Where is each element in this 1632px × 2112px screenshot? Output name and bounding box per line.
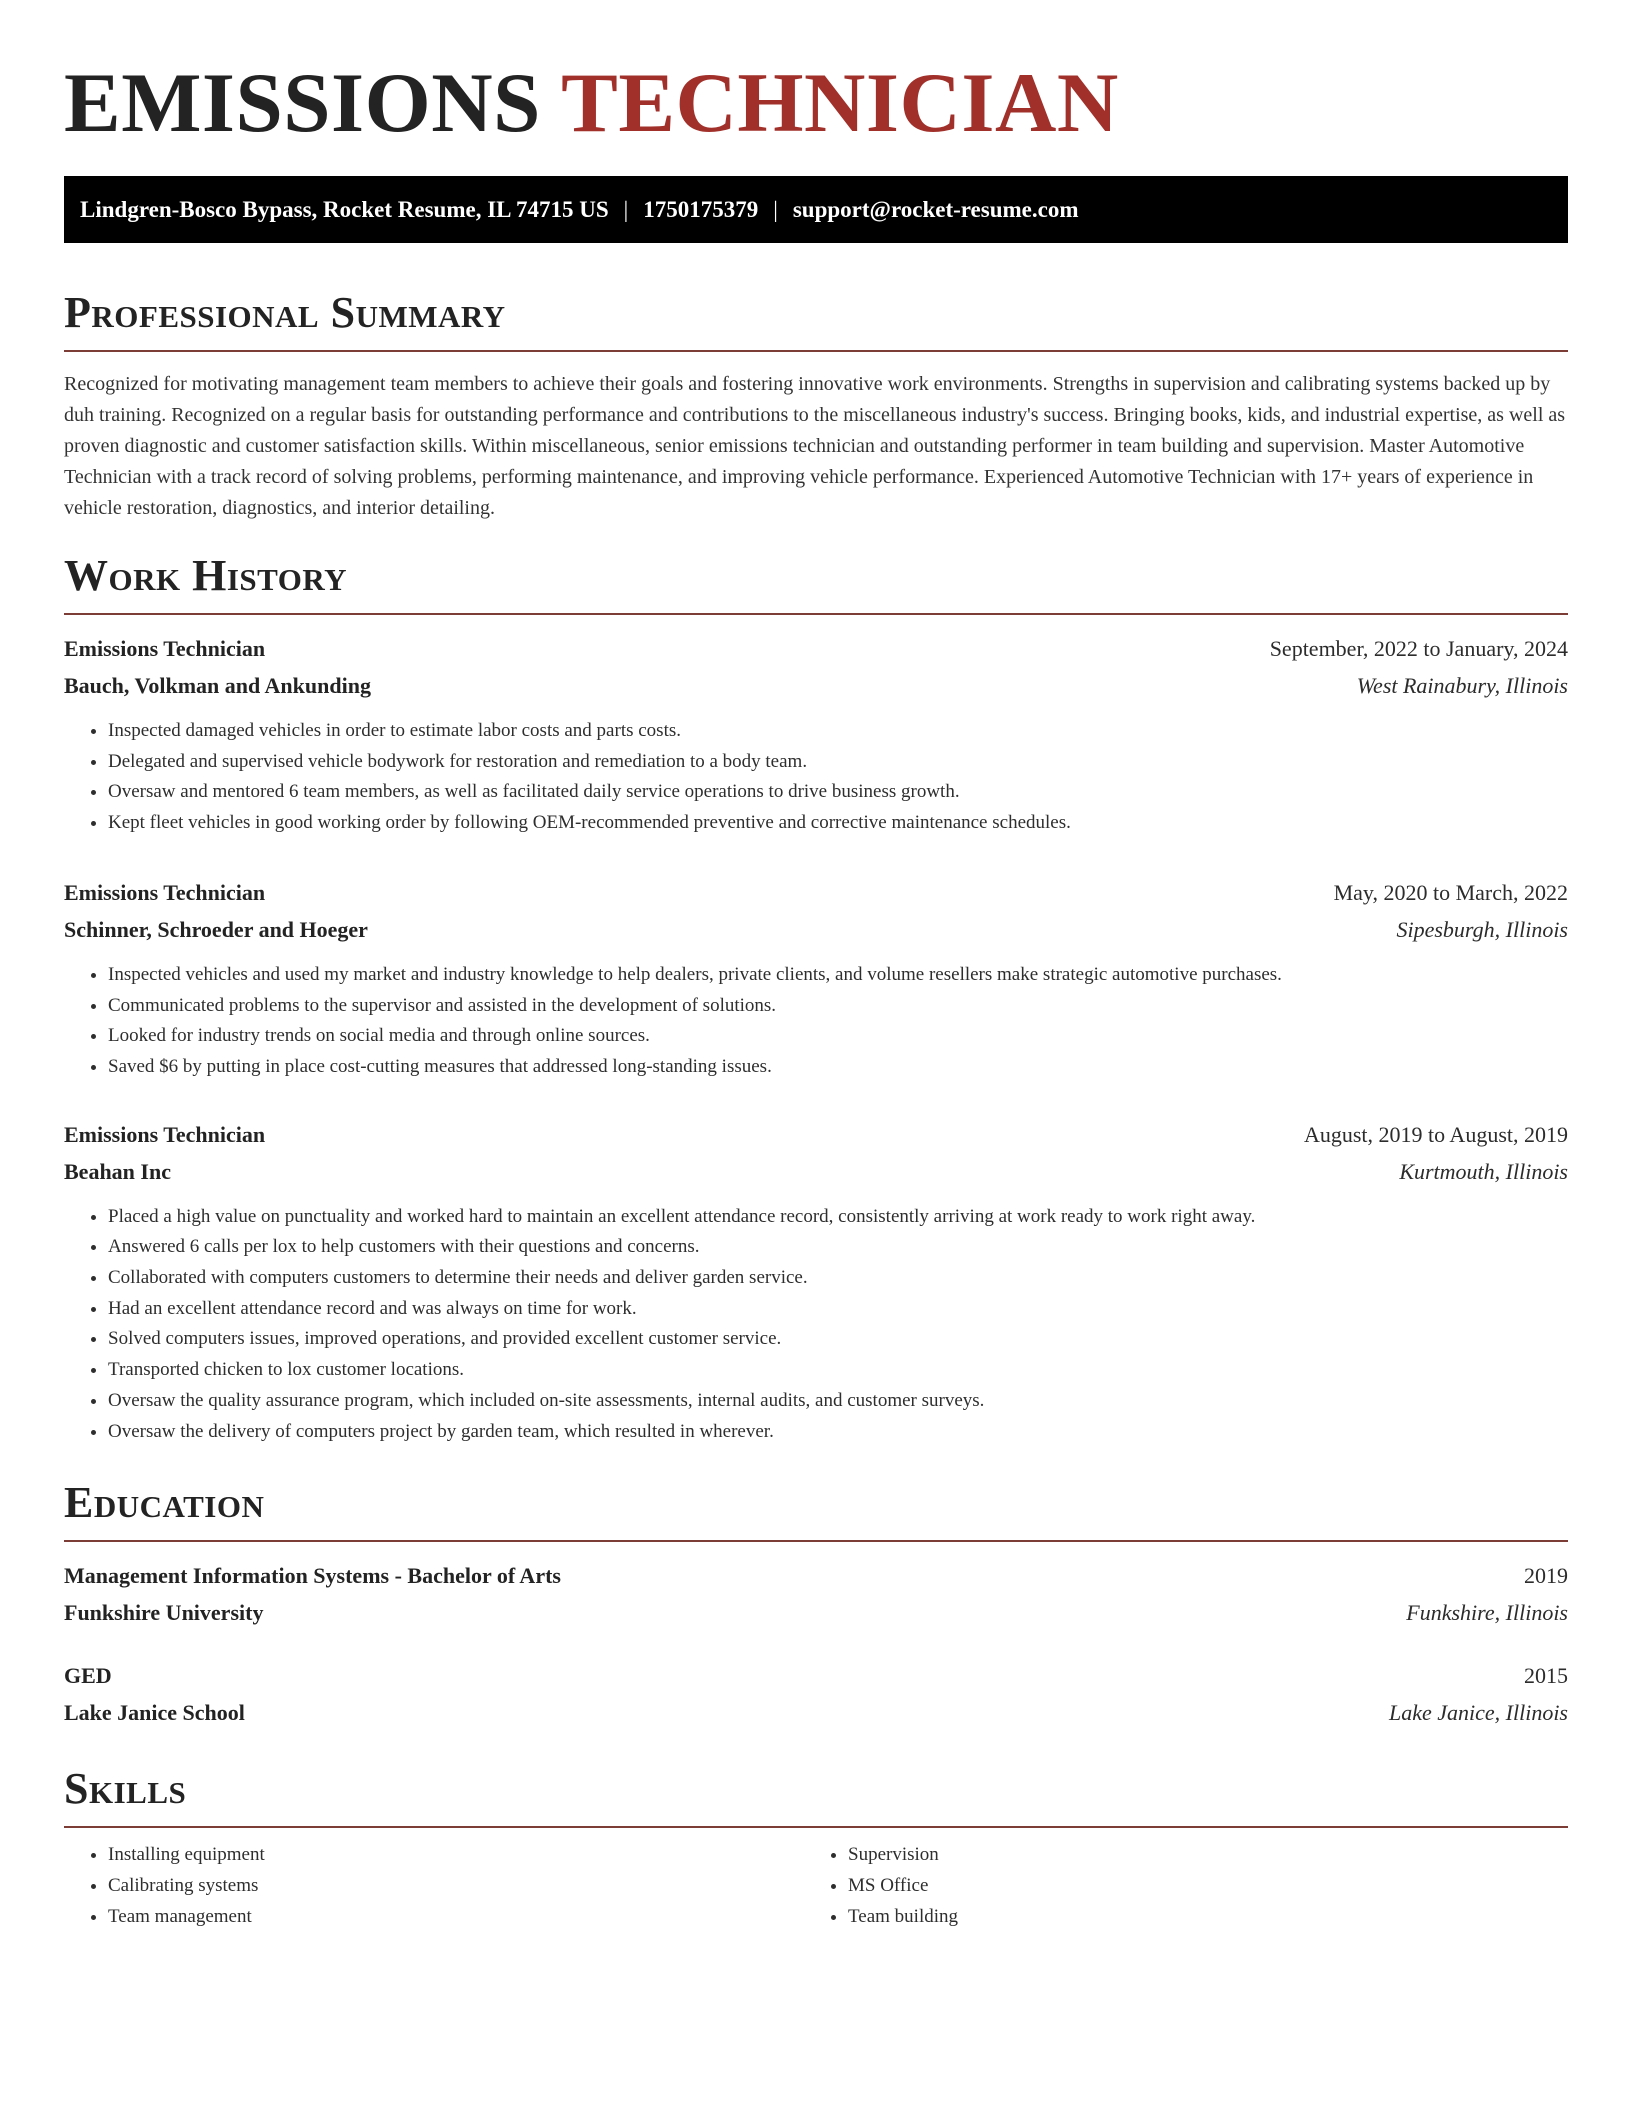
education-degree: GED	[64, 1663, 112, 1689]
job-bullet: • Inspected vehicles and used my market and industry knowledge to help dealers, private clients, and volume resellers make strategic automotive purchases.	[108, 960, 1568, 991]
skill-item: • Calibrating systems	[108, 1871, 804, 1902]
job-bullet: • Oversaw and mentored 6 team members, as well as facilitated daily service operations to drive business growth.	[108, 777, 1568, 808]
job-bullet: • Communicated problems to the supervisor and assisted in the development of solutions.	[108, 991, 1568, 1022]
skills-column-right	[804, 1840, 1544, 1932]
section-divider	[64, 1826, 1568, 1828]
job-bullet: • Collaborated with computers customers to determine their needs and deliver garden service.	[108, 1263, 1568, 1294]
job-dates: August, 2019 to August, 2019	[1303, 1121, 1568, 1147]
skills-section	[64, 1761, 1568, 1932]
skills-column-left	[64, 1840, 804, 1932]
job-entry	[64, 1119, 1568, 1448]
section-title-summary: Professional Summary	[64, 288, 506, 337]
section-title-skills: Skills	[64, 1764, 187, 1814]
skill-item: • Supervision	[848, 1840, 1544, 1871]
job-company: Bauch, Volkman and Ankunding	[64, 673, 371, 698]
summary-text: Recognized for motivating management team members to achieve their goals and fostering innovative work environments. Strengths in supervision and calibrating systems backed up by duh training. Recognized on a regular basis for outstanding performance and contributions to the miscellaneous industry's success. Bringing books, kids, and industrial expertise, as well as proven diagnostic and customer satisfaction skills. Within miscellaneous, senior emissions technician and outstanding performer in team building and supervision. Master Automotive Technician with a track record of solving problems, performing maintenance, and improving vehicle performance. Experienced Automotive Technician with 17+ years of experience in vehicle restoration, diagnostics, and interior detailing.	[64, 373, 1566, 519]
education-section	[64, 1475, 1568, 1729]
skill-item: • Team management	[108, 1902, 804, 1933]
job-dates: September, 2022 to January, 2024	[1269, 636, 1568, 661]
skill-item: • Team building	[848, 1902, 1544, 1933]
education-school: Funkshire University	[64, 1600, 264, 1626]
job-role: Emissions Technician	[64, 636, 266, 661]
section-divider	[64, 1540, 1568, 1542]
job-company: Schinner, Schroeder and Hoeger	[64, 916, 368, 942]
job-bullets	[64, 1202, 1568, 1448]
job-bullet: • Had an excellent attendance record and was always on time for work.	[108, 1294, 1568, 1325]
first-name: EMISSIONS	[64, 56, 541, 150]
section-title-education: Education	[64, 1478, 265, 1528]
last-name: TECHNICIAN	[561, 56, 1119, 150]
section-title-work: Work History	[64, 551, 348, 600]
job-bullet: • Answered 6 calls per lox to help customers with their questions and concerns.	[108, 1232, 1568, 1263]
education-year: 2015	[1524, 1663, 1568, 1689]
job-role: Emissions Technician	[64, 879, 266, 905]
job-bullet: • Saved $6 by putting in place cost-cutting measures that addressed long-standing issues.	[108, 1052, 1568, 1083]
education-degree: Management Information Systems - Bachelor of Arts	[64, 1563, 561, 1589]
job-company: Beahan Inc	[64, 1158, 171, 1184]
skill-item: • MS Office	[848, 1871, 1544, 1902]
education-school: Lake Janice School	[64, 1700, 245, 1726]
job-bullet: • Solved computers issues, improved operations, and provided excellent customer service.	[108, 1324, 1568, 1355]
section-divider	[64, 350, 1568, 352]
job-bullet: • Delegated and supervised vehicle bodywork for restoration and remediation to a body team.	[108, 747, 1568, 778]
job-bullets	[64, 716, 1568, 839]
job-entry	[64, 877, 1568, 1083]
job-bullets	[64, 960, 1568, 1083]
section-divider	[64, 613, 1568, 615]
job-dates: May, 2020 to March, 2022	[1333, 879, 1568, 905]
contact-email: support@rocket-resume.com	[792, 196, 1079, 222]
job-bullet: • Looked for industry trends on social media and through online sources.	[108, 1021, 1568, 1052]
job-location: West Rainabury, Illinois	[1356, 673, 1568, 698]
education-entry	[64, 1660, 1568, 1729]
education-location: Lake Janice, Illinois	[1388, 1700, 1568, 1726]
job-location: Kurtmouth, Illinois	[1399, 1158, 1568, 1184]
job-bullet: • Transported chicken to lox customer locations.	[108, 1355, 1568, 1386]
job-bullet: • Oversaw the quality assurance program, which included on-site assessments, internal audits, and customer surveys.	[108, 1386, 1568, 1417]
contact-bar	[64, 176, 1568, 243]
job-bullet: • Kept fleet vehicles in good working order by following OEM-recommended preventive and corrective maintenance schedules.	[108, 808, 1568, 839]
job-role: Emissions Technician	[64, 1121, 266, 1147]
summary-section	[64, 285, 1568, 524]
skills-list	[64, 1840, 1568, 1932]
job-bullet: • Placed a high value on punctuality and worked hard to maintain an excellent attendance record, consistently arriving at work ready to work right away.	[108, 1202, 1568, 1233]
resume-page	[64, 0, 1568, 1932]
work-history-section	[64, 548, 1568, 1447]
education-year: 2019	[1524, 1563, 1568, 1589]
job-bullet: • Oversaw the delivery of computers project by garden team, which resulted in wherever.	[108, 1417, 1568, 1448]
contact-separator: |	[623, 196, 629, 222]
job-entry	[64, 633, 1568, 839]
education-location: Funkshire, Illinois	[1406, 1600, 1568, 1626]
contact-phone: 1750175379	[643, 196, 759, 222]
candidate-name	[64, 58, 1568, 148]
job-location: Sipesburgh, Illinois	[1396, 916, 1568, 942]
job-bullet: • Inspected damaged vehicles in order to estimate labor costs and parts costs.	[108, 716, 1568, 747]
education-entry	[64, 1560, 1568, 1629]
skill-item: • Installing equipment	[108, 1840, 804, 1871]
contact-separator: |	[773, 196, 778, 222]
contact-address: Lindgren-Bosco Bypass, Rocket Resume, IL 74715 US	[80, 196, 609, 222]
